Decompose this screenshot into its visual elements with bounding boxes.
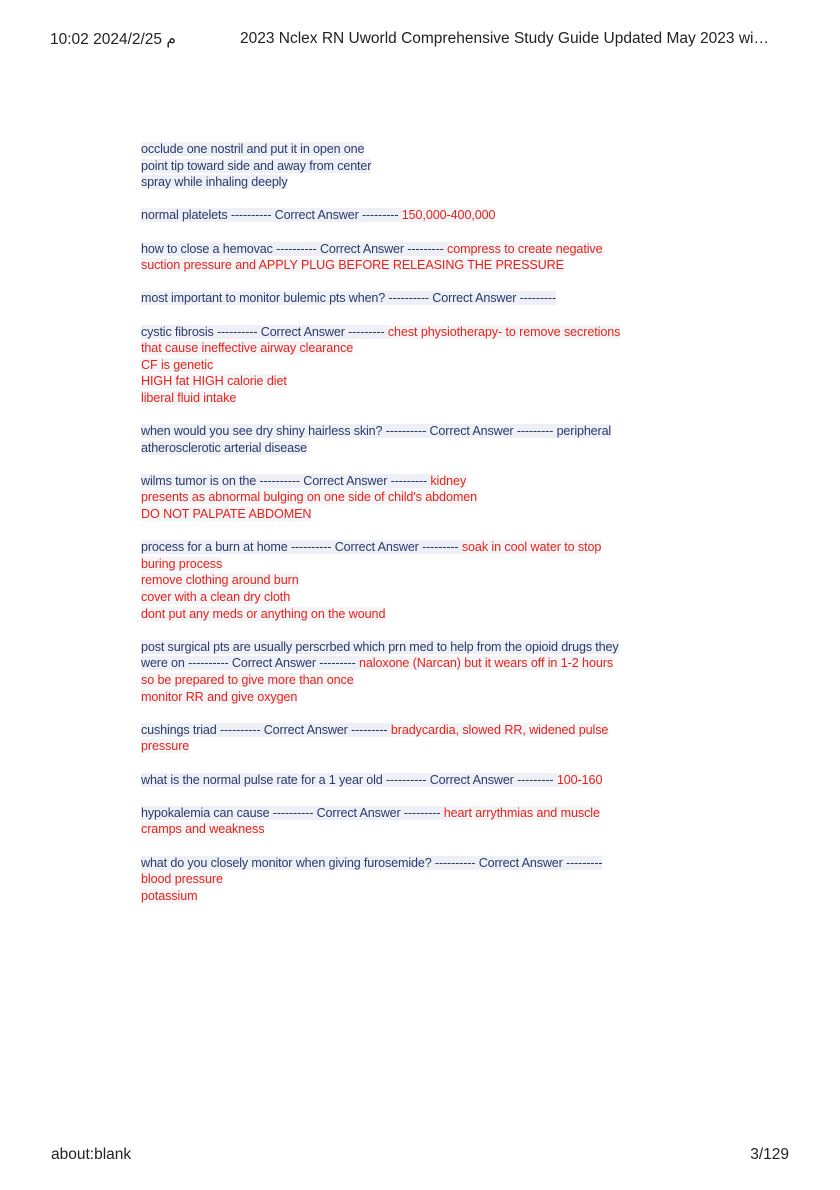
answer-text: buring process — [141, 556, 223, 571]
question-text: cystic fibrosis ---------- Correct Answer --------- — [141, 324, 388, 339]
qa-line — [141, 174, 701, 191]
page-url: about:blank — [51, 1146, 132, 1163]
question-text: what is the normal pulse rate for a 1 year old ---------- Correct Answer --------- — [141, 772, 557, 787]
answer-text: cramps and weakness — [141, 822, 265, 837]
qa-line — [141, 805, 701, 822]
answer-text: kidney — [430, 473, 467, 488]
answer-text: liberal fluid intake — [141, 390, 237, 405]
qa-line — [141, 489, 701, 506]
qa-line — [141, 440, 701, 457]
qa-entry — [141, 805, 701, 838]
qa-entry — [141, 772, 701, 789]
qa-line — [141, 556, 701, 573]
qa-line — [141, 589, 701, 606]
qa-line — [141, 655, 701, 672]
qa-entry — [141, 290, 701, 307]
qa-line — [141, 572, 701, 589]
qa-line — [141, 506, 701, 523]
answer-text: HIGH fat HIGH calorie diet — [141, 374, 287, 389]
answer-text: naloxone (Narcan) but it wears off in 1-2 hours — [358, 656, 614, 671]
answer-text: so be prepared to give more than once — [141, 673, 354, 687]
question-text: were on ---------- Correct Answer --------- — [141, 656, 359, 671]
qa-entry — [141, 539, 701, 622]
answer-text: cover with a clean dry cloth — [141, 590, 291, 605]
qa-entry — [141, 207, 701, 224]
qa-line — [141, 340, 701, 357]
answer-text: presents as abnormal bulging on one side of child's abdomen — [141, 490, 478, 505]
question-text: process for a burn at home ---------- Correct Answer --------- — [141, 540, 462, 555]
qa-line — [141, 772, 701, 789]
question-text: spray while inhaling deeply — [141, 175, 288, 190]
answer-text: 150,000-400,000 — [401, 208, 496, 223]
answer-text: bradycardia, slowed RR, widened pulse — [390, 722, 609, 737]
answer-text: dont put any meds or anything on the wound — [141, 606, 386, 621]
question-text: how to close a hemovac ---------- Correct Answer --------- — [141, 241, 448, 256]
qa-line — [141, 888, 701, 905]
qa-line — [141, 390, 701, 407]
qa-entry — [141, 473, 701, 523]
qa-line — [141, 207, 701, 224]
answer-text: soak in cool water to stop — [461, 540, 602, 555]
print-footer — [0, 1146, 840, 1166]
qa-entry — [141, 855, 701, 905]
answer-text: 100-160 — [556, 772, 603, 787]
qa-line — [141, 871, 701, 888]
qa-line — [141, 639, 701, 656]
answer-text: chest physiotherapy- to remove secretions — [387, 324, 621, 339]
print-datetime: 10:02 2024/2/25 م — [50, 31, 176, 48]
question-text: point tip toward side and away from center — [141, 158, 372, 173]
question-text: occlude one nostril and put it in open one — [141, 142, 365, 156]
answer-text: blood pressure — [141, 872, 223, 887]
question-text: normal platelets ---------- Correct Answer --------- — [141, 208, 402, 223]
question-text: most important to monitor bulemic pts when? ---------- Correct Answer --------- — [141, 291, 556, 306]
qa-line — [141, 738, 701, 755]
question-text: wilms tumor is on the ---------- Correct Answer --------- — [141, 473, 431, 488]
qa-entry — [141, 141, 701, 191]
question-text: post surgical pts are usually perscrbed which prn med to help from the opioid drugs they — [141, 639, 619, 654]
study-guide-content — [141, 141, 701, 921]
qa-line — [141, 672, 701, 689]
qa-line — [141, 606, 701, 623]
qa-entry — [141, 423, 701, 456]
print-header — [0, 30, 840, 50]
qa-line — [141, 821, 701, 838]
qa-line — [141, 158, 701, 175]
question-text: cushings triad ---------- Correct Answer --------- — [141, 722, 391, 737]
document-title: 2023 Nclex RN Uworld Comprehensive Study Guide Updated May 2023 wi… — [240, 30, 769, 47]
answer-text: heart arrythmias and muscle — [443, 805, 600, 820]
answer-text: monitor RR and give oxygen — [141, 689, 298, 704]
question-text: what do you closely monitor when giving furosemide? ---------- Correct Answer --------- — [141, 855, 603, 870]
qa-line — [141, 689, 701, 706]
qa-line — [141, 241, 701, 258]
page-number: 3/129 — [750, 1146, 789, 1163]
qa-line — [141, 539, 701, 556]
qa-line — [141, 423, 701, 440]
qa-line — [141, 141, 701, 158]
question-text: when would you see dry shiny hairless skin? ---------- Correct Answer --------- peripheral — [141, 424, 612, 439]
question-text: hypokalemia can cause ---------- Correct Answer --------- — [141, 805, 444, 820]
qa-entry — [141, 241, 701, 274]
qa-line — [141, 357, 701, 374]
qa-line — [141, 290, 701, 307]
answer-text: remove clothing around burn — [141, 573, 299, 588]
answer-text: DO NOT PALPATE ABDOMEN — [141, 507, 312, 522]
qa-line — [141, 722, 701, 739]
qa-entry — [141, 324, 701, 407]
answer-text: pressure — [141, 739, 190, 754]
qa-line — [141, 373, 701, 390]
qa-entry — [141, 639, 701, 705]
question-text: atherosclerotic arterial disease — [141, 440, 307, 455]
qa-line — [141, 257, 701, 274]
qa-line — [141, 855, 701, 872]
qa-line — [141, 473, 701, 490]
answer-text: that cause ineffective airway clearance — [141, 341, 354, 356]
answer-text: potassium — [141, 888, 198, 903]
qa-entry — [141, 722, 701, 755]
answer-text: CF is genetic — [141, 357, 214, 372]
qa-line — [141, 324, 701, 341]
answer-text: compress to create negative — [447, 241, 603, 256]
answer-text: suction pressure and APPLY PLUG BEFORE RELEASING THE PRESSURE — [141, 258, 564, 273]
